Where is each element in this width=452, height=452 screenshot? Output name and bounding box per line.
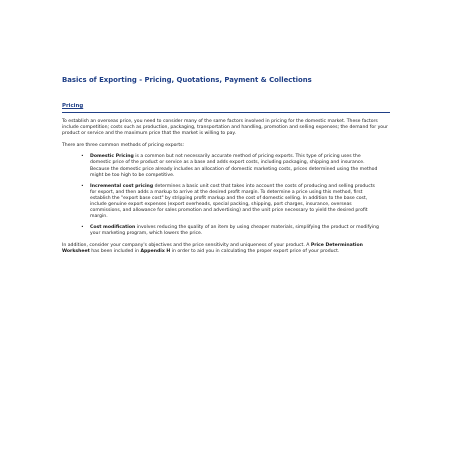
- term-appendix-h: Appendix H: [140, 248, 171, 254]
- closing-text-1: In addition, consider your company's objectives and the price sensitivity and uniqueness of your product. A: [62, 242, 311, 248]
- term-incremental-cost-pricing: Incremental cost pricing: [90, 183, 154, 189]
- list-item-cost-modification: [81, 225, 390, 237]
- methods-intro-paragraph: There are three common methods of pricing exports:: [62, 143, 185, 149]
- bullet-icon: •: [81, 225, 84, 231]
- list-item-domestic-pricing: [81, 154, 390, 178]
- desc-cost-modification: involves reducing the quality of an item by using cheaper materials, simplifying the product or modifying your marketing program, which lowers the price.: [90, 225, 379, 237]
- term-price-determination-worksheet: Price Determination Worksheet: [62, 242, 363, 254]
- bullet-icon: •: [81, 154, 84, 160]
- closing-paragraph: [62, 243, 390, 255]
- bullet-icon: •: [81, 183, 84, 189]
- list-item-incremental-cost-pricing: [81, 183, 390, 221]
- desc-incremental-cost-pricing: determines a basic unit cost that takes into account the costs of producing and selling products for export, and then adds a markup to arrive at the desired profit margin. To determine a price using this method, first establish the "export base cost" by stripping profit markup and the cost of domestic selling. In addition to the base cost, include genuine export expenses (export overheads, special packing, shipping, port charges, insurance, overseas commissions, and allowance for sales promotion and advertising) and the unit price necessary to yield the desired profit margin.: [90, 183, 375, 220]
- document-page: [62, 76, 390, 255]
- section-header: [62, 92, 390, 113]
- closing-text-2: has been included in: [89, 248, 141, 254]
- term-domestic-pricing: Domestic Pricing: [90, 154, 134, 160]
- intro-paragraph: To establish an overseas price, you need to consider many of the same factors involved in pricing for the domestic market. These factors include competition; costs such as production, packaging, transportation and handling, promotion and selling expenses; the demand for your product or service and the maximum price that the market is willing to pay.: [62, 119, 388, 137]
- closing-text-3: in order to aid you in calculating the proper export price of your product.: [170, 248, 340, 254]
- term-cost-modification: Cost modification: [90, 225, 136, 231]
- section-title-pricing: Pricing: [62, 103, 84, 109]
- document-title: Basics of Exporting - Pricing, Quotations, Payment & Collections: [62, 76, 312, 84]
- pricing-methods-list: [62, 154, 390, 237]
- desc-domestic-pricing: is a common but not necessarily accurate method of pricing exports. This type of pricing uses the domestic price of the product or service as a base and adds export costs, including packaging, shipping and insurance. Because the domestic price already includes an allocation of domestic marketing costs, prices determined using the method might be too high to be competitive.: [90, 154, 378, 178]
